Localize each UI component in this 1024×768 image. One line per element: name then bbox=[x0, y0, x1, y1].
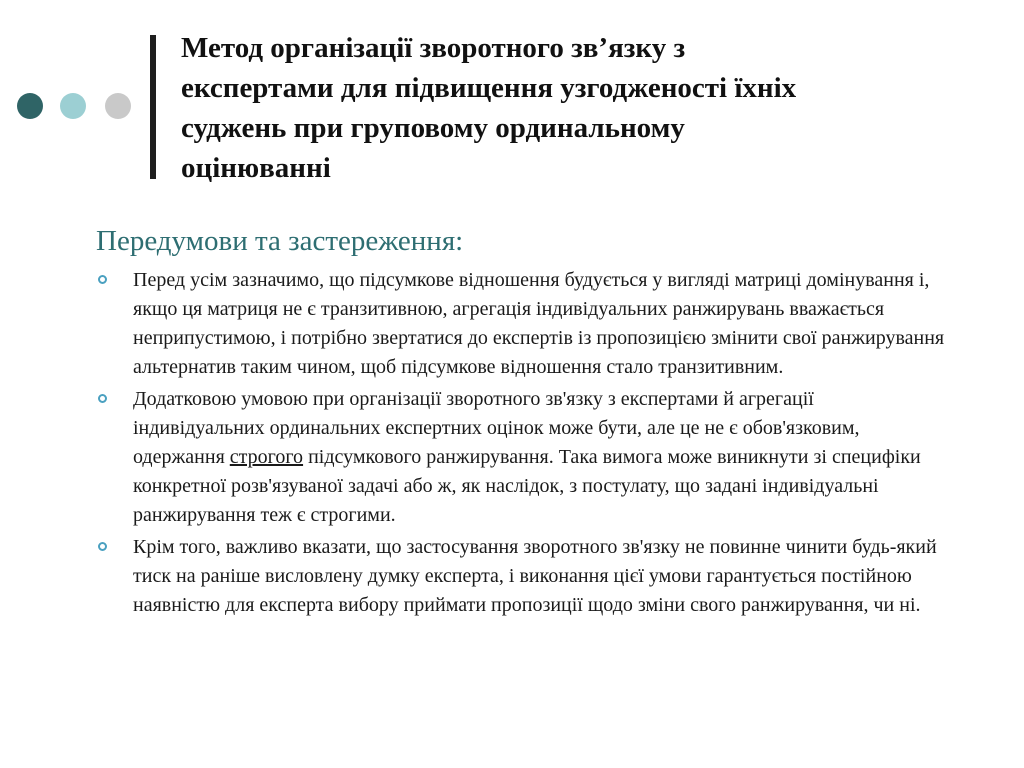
bullet-text: Крім того, важливо вказати, що застосування зворотного зв'язку не повинне чинити будь-який тиск на раніше висловлену думку експерта, і виконання цієї умови гарантується постійною наявністю для експерта вибору приймати пропозиції щодо зміни свого ранжирування, чи ні. bbox=[133, 536, 937, 616]
dot-dark-icon bbox=[17, 93, 43, 119]
title-divider bbox=[150, 35, 156, 179]
list-item bbox=[96, 266, 946, 382]
underlined-term: строгого bbox=[229, 446, 304, 468]
slide-subtitle: Передумови та застереження: bbox=[96, 225, 464, 257]
bullet-text: Перед усім зазначимо, що підсумкове відношення будується у вигляді матриці домінування і, якщо ця матриця не є транзитивною, агрегація індивідуальних ранжирувань вважається неприпустимою, і потрібно звертатися до експертів із пропозицією змінити свої ранжирування альтернатив таким чином, щоб підсумкове відношення стало транзитивним. bbox=[133, 269, 945, 378]
bullet-text-end: підсумкового ранжирування. Така вимога може виникнути зі специфіки конкретної розв'язуваної задачі або ж, як наслідок, з постулату, що задані індивідуальні ранжирування теж є строгими. bbox=[133, 446, 921, 526]
list-item bbox=[96, 385, 946, 530]
bullet-icon bbox=[98, 394, 107, 403]
bullet-text-start: Додатковою умовою при організації зворотного зв'язку з експертами й агрегації індивідуальних ординальних експертних оцінок може бути, але це не є обов'язковим, одержання bbox=[133, 388, 860, 468]
dot-light-icon bbox=[60, 93, 86, 119]
bullet-icon bbox=[98, 542, 107, 551]
slide-title: Метод організації зворотного зв’язку з експертами для підвищення узгодженості їхніх суджень при груповому ординальному оцінюванні bbox=[181, 32, 797, 184]
dot-grey-icon bbox=[105, 93, 131, 119]
bullet-icon bbox=[98, 275, 107, 284]
list-item bbox=[96, 533, 946, 620]
bullet-list bbox=[96, 266, 946, 623]
